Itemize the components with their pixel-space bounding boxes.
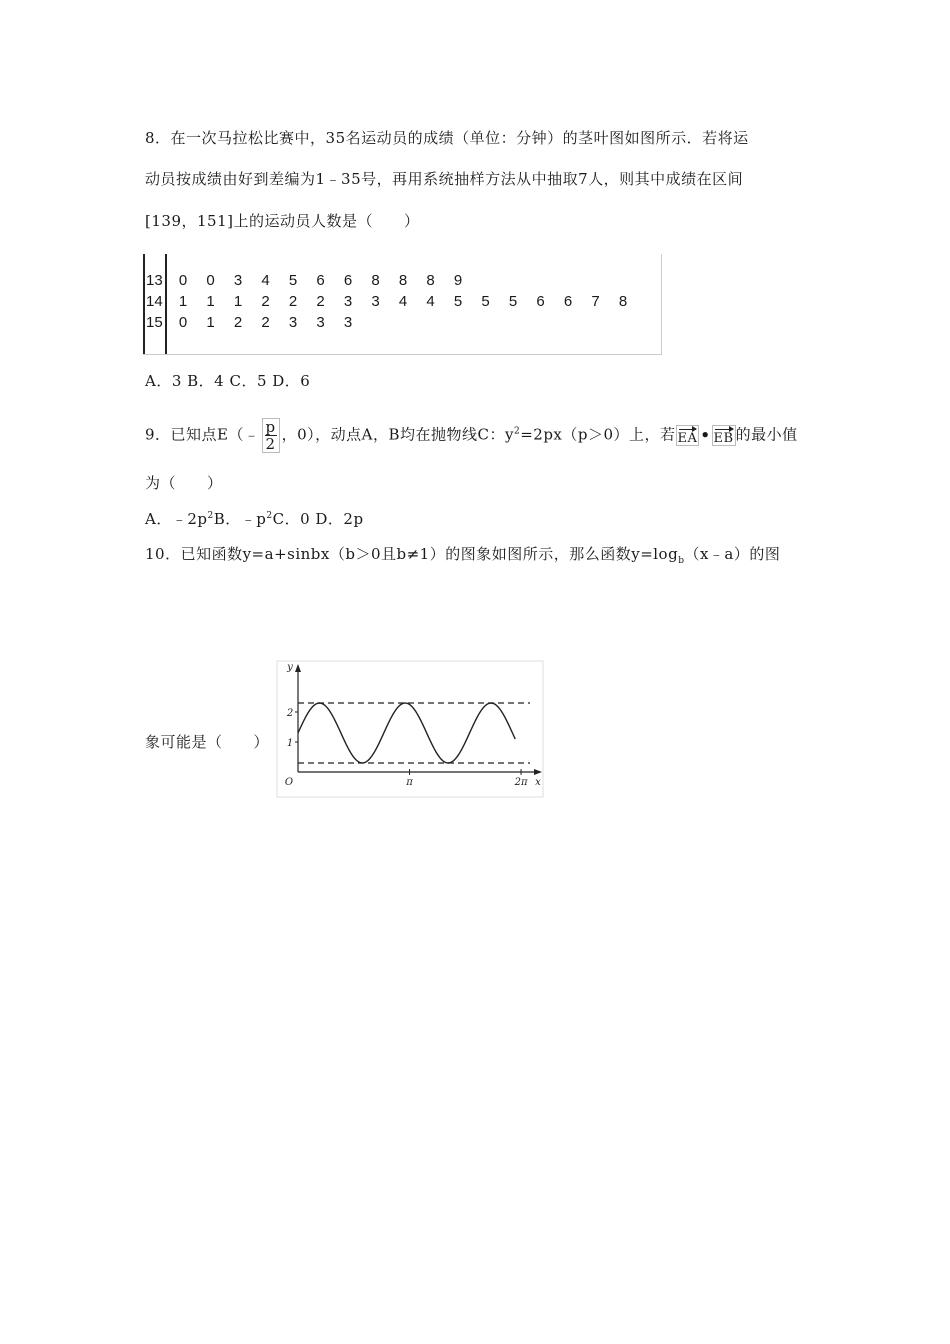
leaf-value: 7 [591, 293, 600, 310]
leaf-value: 8 [398, 272, 408, 289]
leaf-value: 2 [316, 293, 325, 310]
leaf-value: 6 [343, 272, 353, 289]
leaf-value: 5 [481, 293, 490, 310]
q8-line-3: [139，151]上的运动员人数是（ ） [145, 212, 420, 230]
leaf-value: 2 [261, 293, 270, 310]
vector-ea: EA [676, 425, 700, 446]
q9-line-2: 为（ ） [145, 474, 223, 492]
leaf-value: 0 [178, 314, 188, 331]
x-axis-arrow [534, 769, 542, 775]
q10-line-2: 象可能是（ ） [145, 733, 270, 751]
fraction-denominator: 2 [265, 435, 276, 453]
leaf-value: 3 [371, 293, 380, 310]
log-base: b [678, 556, 685, 566]
leaf-value: 3 [233, 272, 243, 289]
leaf-value: 2 [233, 314, 243, 331]
q9-opt-b: B．﹣p [213, 510, 267, 528]
stem-leaf-plot [143, 254, 662, 355]
leaf-value: 4 [426, 293, 435, 310]
stem-leaf-left-border [143, 254, 145, 354]
leaf-value: 3 [316, 314, 325, 331]
leaf-value: 2 [288, 293, 298, 310]
q9-mid: ，0），动点A，B均在抛物线C：y [281, 425, 514, 444]
q10-line-1-pre: 10．已知函数y=a+sinbx（b＞0且b≠1）的图象如图所示，那么函数y=log [145, 545, 679, 563]
q9-opt-rest: C．0 D．2p [272, 510, 364, 528]
leaf-value: 4 [261, 272, 270, 289]
leaf-value: 1 [206, 293, 215, 310]
q9-post: 的最小值 [735, 425, 798, 444]
q9-pre: 9．已知点E（﹣ [145, 425, 260, 444]
q9-opt-b-exp: 2 [266, 511, 273, 521]
x-axis-label: x [535, 777, 541, 788]
sine-graph [276, 660, 544, 798]
sine-curve [298, 703, 515, 763]
y-tick-label-1: 1 [286, 738, 294, 749]
q9-opt-a-exp: 2 [207, 511, 214, 521]
leaf-value: 1 [206, 314, 215, 331]
fraction-numerator: p [265, 418, 276, 436]
x-tick-label-2pi: 2π [514, 777, 528, 788]
q8-options: A．3 B．4 C．5 D．6 [145, 372, 311, 390]
leaf-value: 0 [206, 272, 215, 289]
y-tick-label-2: 2 [286, 708, 294, 719]
y-axis-arrow [295, 664, 301, 672]
q8-line-2: 动员按成绩由好到差编为1﹣35号，再用系统抽样方法从中抽取7人，则其中成绩在区间 [145, 170, 744, 188]
stem-value: 14 [146, 293, 163, 310]
q9-options [145, 508, 364, 529]
leaf-value: 6 [536, 293, 545, 310]
fraction-p-over-2 [262, 418, 280, 453]
leaf-value: 3 [343, 314, 353, 331]
stem-value: 13 [146, 272, 163, 289]
vector-eb: EB [712, 425, 736, 446]
q10-line-1-post: （x﹣a）的图 [684, 545, 781, 563]
leaf-value: 1 [178, 293, 188, 310]
q10-line-1 [145, 543, 780, 566]
leaf-value: 0 [178, 272, 188, 289]
y-axis-label: y [287, 662, 293, 673]
q9-exponent: 2 [513, 426, 521, 437]
dot-product-symbol: • [700, 425, 711, 444]
q9-line-1 [145, 418, 798, 453]
leaf-value: 8 [618, 293, 628, 310]
leaf-value: 9 [453, 272, 463, 289]
leaf-value: 5 [288, 272, 298, 289]
q9-opt-a: A．﹣2p [145, 510, 208, 528]
leaf-value: 1 [233, 293, 243, 310]
leaf-value: 3 [343, 293, 353, 310]
leaf-value: 8 [426, 272, 435, 289]
q9-mid2: =2px（p＞0）上，若 [520, 425, 676, 444]
leaf-value: 6 [316, 272, 325, 289]
leaf-value: 8 [371, 272, 380, 289]
leaf-value: 6 [563, 293, 573, 310]
origin-label: O [284, 777, 294, 788]
leaf-value: 4 [398, 293, 408, 310]
stem-value: 15 [146, 314, 163, 331]
q8-line-1: 8．在一次马拉松比赛中，35名运动员的成绩（单位：分钟）的茎叶图如图所示．若将运 [145, 129, 749, 147]
leaf-value: 5 [508, 293, 518, 310]
leaf-value: 3 [288, 314, 298, 331]
leaf-value: 2 [261, 314, 270, 331]
x-tick-label-pi: π [406, 777, 413, 788]
leaf-value: 5 [453, 293, 463, 310]
